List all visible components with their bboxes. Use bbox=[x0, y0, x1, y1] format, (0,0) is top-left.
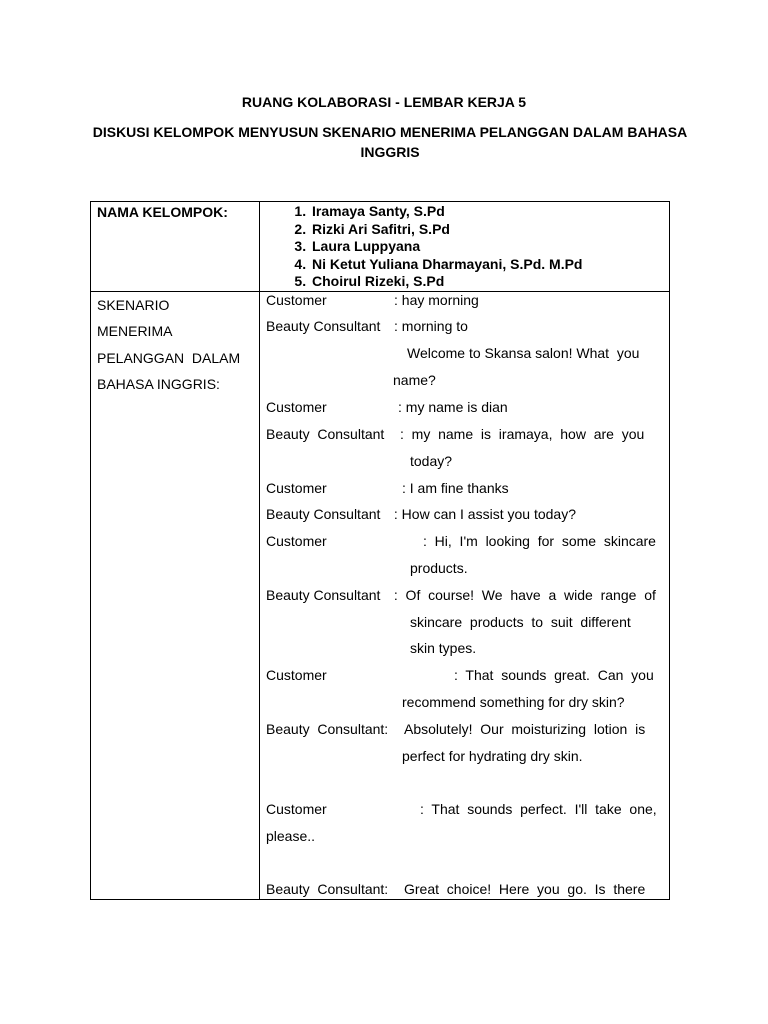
dialog-speaker: Customer bbox=[266, 532, 327, 549]
scenario-label-line: BAHASA INGGRIS: bbox=[97, 376, 220, 393]
dialog-text: recommend something for dry skin? bbox=[402, 693, 625, 710]
dialog-script bbox=[260, 292, 669, 899]
dialog-text: skin types. bbox=[410, 639, 477, 656]
worksheet-table bbox=[90, 201, 670, 900]
dialog-speaker: Customer bbox=[266, 800, 327, 817]
dialog-text: : How can I assist you today? bbox=[390, 505, 576, 522]
scenario-label-line: SKENARIO bbox=[97, 296, 170, 313]
dialog-speaker: Beauty Consultant: bbox=[266, 720, 389, 737]
member-item: 3. Laura Luppyana bbox=[310, 238, 669, 256]
dialog-text: : my name is iramaya, how are you bbox=[400, 425, 645, 442]
member-item: 2. Rizki Ari Safitri, S.Pd bbox=[310, 221, 669, 239]
scenario-label-cell bbox=[91, 291, 260, 899]
scenario-label-line: PELANGGAN DALAM bbox=[97, 349, 241, 366]
group-label: NAMA KELOMPOK: bbox=[97, 204, 228, 220]
dialog-speaker: Customer bbox=[266, 291, 327, 308]
dialog-text: products. bbox=[410, 559, 468, 576]
dialog-text: perfect for hydrating dry skin. bbox=[402, 747, 583, 764]
dialog-speaker: Beauty Consultant: bbox=[266, 880, 389, 897]
document-title: RUANG KOLABORASI - LEMBAR KERJA 5 bbox=[241, 94, 527, 110]
group-row bbox=[91, 202, 670, 292]
dialog-speaker: Customer bbox=[266, 398, 327, 415]
dialog-speaker: Beauty Consultant bbox=[266, 317, 381, 334]
member-item: 5. Choirul Rizeki, S.Pd bbox=[310, 273, 669, 291]
scenario-label-line: MENERIMA bbox=[97, 323, 173, 340]
dialog-speaker: Customer bbox=[266, 666, 327, 683]
document-subtitle: DISKUSI KELOMPOK MENYUSUN SKENARIO MENERIMA PELANGGAN DALAM BAHASA INGGRIS bbox=[92, 124, 688, 160]
dialog-speaker: Customer bbox=[266, 479, 327, 496]
dialog-cell bbox=[260, 291, 670, 899]
dialog-speaker: Beauty Consultant bbox=[266, 505, 381, 522]
scenario-row bbox=[91, 291, 670, 899]
dialog-text: : That sounds great. Can you bbox=[454, 666, 654, 683]
dialog-text: name? bbox=[393, 371, 436, 388]
dialog-text: : I am fine thanks bbox=[402, 479, 509, 496]
dialog-speaker: please.. bbox=[266, 827, 316, 844]
dialog-text: Welcome to Skansa salon! What you bbox=[407, 344, 640, 361]
dialog-speaker: Beauty Consultant bbox=[266, 425, 385, 442]
dialog-text: today? bbox=[410, 452, 453, 469]
dialog-text: : morning to bbox=[394, 317, 468, 334]
member-item: 4. Ni Ketut Yuliana Dharmayani, S.Pd. M.Pd bbox=[310, 256, 669, 274]
member-list bbox=[260, 202, 669, 291]
dialog-text: : Hi, I'm looking for some skincare bbox=[423, 532, 656, 549]
group-members-cell bbox=[260, 202, 670, 292]
dialog-text: : That sounds perfect. I'll take one, bbox=[420, 800, 657, 817]
dialog-text: Great choice! Here you go. Is there bbox=[404, 880, 646, 897]
dialog-text: skincare products to suit different bbox=[410, 613, 631, 630]
group-label-cell bbox=[91, 202, 260, 292]
dialog-text: : Of course! We have a wide range of bbox=[390, 586, 656, 603]
member-item: 1. Iramaya Santy, S.Pd bbox=[310, 203, 669, 221]
dialog-text: : hay morning bbox=[394, 291, 479, 308]
dialog-text: Absolutely! Our moisturizing lotion is bbox=[404, 720, 646, 737]
dialog-speaker: Beauty Consultant bbox=[266, 586, 381, 603]
dialog-text: : my name is dian bbox=[398, 398, 508, 415]
